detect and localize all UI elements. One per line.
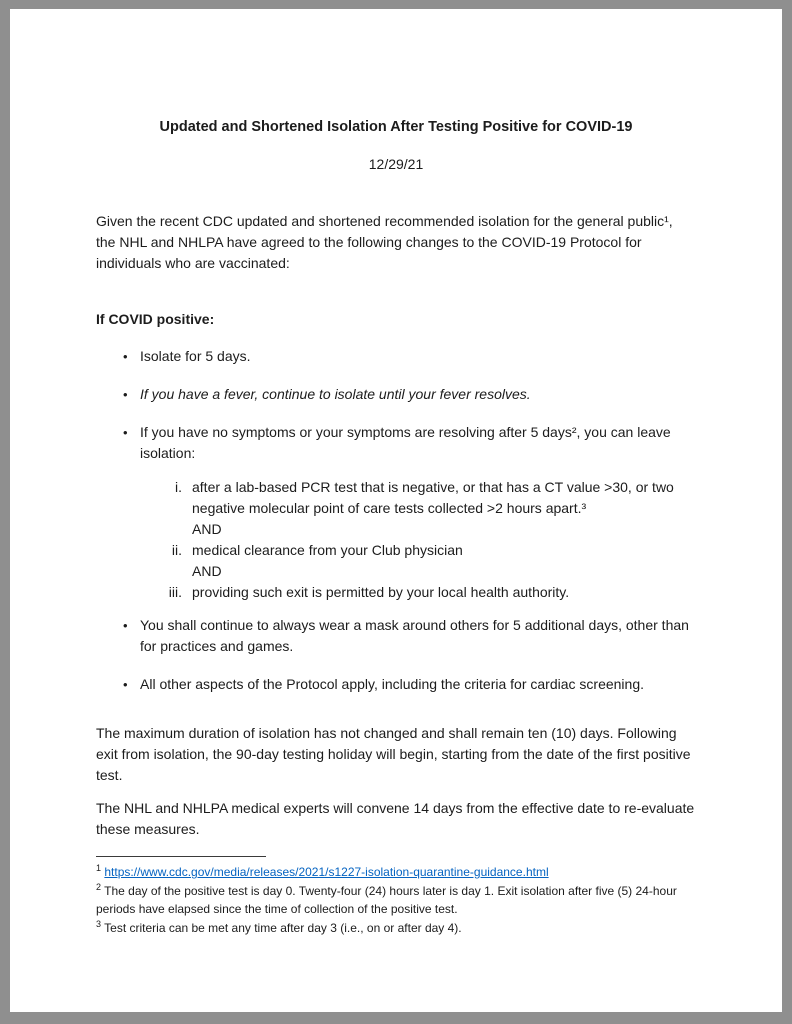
- page-title: Updated and Shortened Isolation After Testing Positive for COVID-19: [159, 119, 633, 135]
- footnote-marker: 2: [96, 881, 102, 892]
- bullet-item: [96, 384, 696, 405]
- footnote-text: Test criteria can be met any time after day 3 (i.e., on or after day 4).: [104, 920, 462, 935]
- roman-and-label: AND: [192, 563, 222, 579]
- intro-paragraph: Given the recent CDC updated and shortened recommended isolation for the general public¹, the NHL and NHLPA have agreed to the following changes to the COVID-19 Protocol for individuals who are vaccinated:: [96, 213, 673, 271]
- footnote-3: [96, 919, 696, 938]
- roman-text: providing such exit is permitted by your local health authority.: [192, 584, 570, 600]
- bullet-icon: •: [123, 387, 128, 402]
- bullet-text: Isolate for 5 days.: [140, 348, 251, 364]
- bullet-icon: •: [123, 618, 128, 633]
- bullet-text: You shall continue to always wear a mask around others for 5 additional days, other than for practices and games.: [140, 617, 689, 654]
- footnote-marker: 1: [96, 863, 102, 873]
- roman-and-label: AND: [192, 521, 222, 537]
- roman-item: [96, 582, 696, 603]
- bullet-item: [96, 422, 696, 464]
- section-heading: If COVID positive:: [96, 311, 215, 327]
- bullet-text: All other aspects of the Protocol apply, including the criteria for cardiac screening.: [140, 676, 644, 692]
- roman-text: after a lab-based PCR test that is negative, or that has a CT value >30, or two negative molecular point of care tests collected >2 hours apart.³: [192, 479, 674, 516]
- roman-numeral: iii.: [168, 584, 182, 600]
- cdc-guidance-link[interactable]: https://www.cdc.gov/media/releases/2021/s1227-isolation-quarantine-guidance.html: [104, 865, 549, 879]
- bullet-text: If you have a fever, continue to isolate until your fever resolves.: [140, 386, 531, 402]
- doc-date: 12/29/21: [368, 156, 424, 172]
- bullet-item: [96, 615, 696, 657]
- body-paragraph: The NHL and NHLPA medical experts will convene 14 days from the effective date to re-evaluate these measures.: [96, 800, 695, 837]
- bullet-item: [96, 346, 696, 367]
- footnote-2: [96, 882, 696, 919]
- body-paragraph: The maximum duration of isolation has not changed and shall remain ten (10) days. Following exit from isolation, the 90-day testing holiday will begin, starting from the date of the first positive test.: [96, 725, 691, 783]
- roman-text: medical clearance from your Club physician: [192, 542, 463, 558]
- roman-item: [96, 477, 696, 519]
- bullet-item: [96, 674, 696, 695]
- footnote-1: [96, 863, 696, 882]
- footnote-marker: 3: [96, 918, 102, 929]
- bullet-text: If you have no symptoms or your symptoms are resolving after 5 days², you can leave isolation:: [140, 424, 671, 461]
- roman-numeral: ii.: [171, 542, 182, 558]
- bullet-icon: •: [123, 677, 128, 692]
- footnote-separator: [96, 856, 266, 857]
- bullet-icon: •: [123, 349, 128, 364]
- bullet-list: [96, 346, 696, 695]
- roman-numeral: i.: [175, 479, 182, 495]
- roman-item: [96, 540, 696, 561]
- footnote-text: The day of the positive test is day 0. Twenty-four (24) hours later is day 1. Exit isolation after five (5) 24-hour periods have elapsed since the time of collection of the positive test.: [96, 883, 677, 916]
- roman-list: [96, 477, 696, 603]
- footnotes: [96, 863, 696, 937]
- document-page: [10, 9, 782, 1012]
- bullet-icon: •: [123, 425, 128, 440]
